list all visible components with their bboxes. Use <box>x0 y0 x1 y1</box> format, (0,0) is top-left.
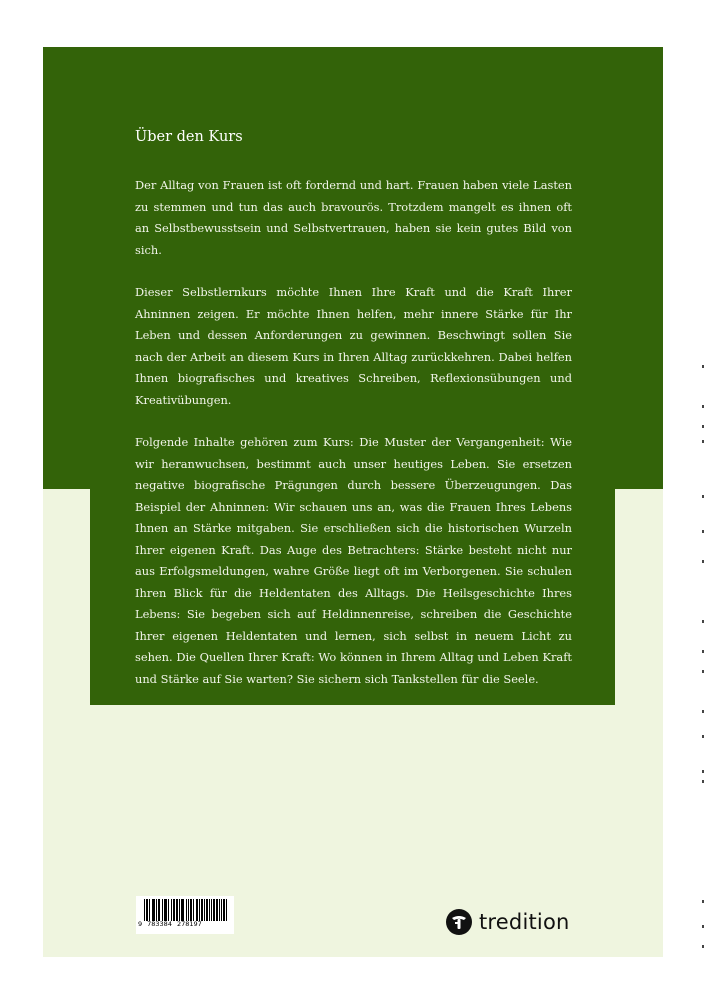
barcode-bar <box>166 899 167 921</box>
spine-mark <box>702 495 704 498</box>
spine-mark <box>702 365 704 368</box>
spine-mark <box>702 925 704 928</box>
spine-edge-marks <box>702 0 707 1000</box>
barcode-digits <box>138 920 232 928</box>
spine-mark <box>702 780 704 783</box>
spine-mark <box>702 530 704 533</box>
barcode-bar <box>214 899 215 921</box>
barcode-bar <box>144 899 145 921</box>
publisher-name: tredition <box>479 910 570 934</box>
tredition-logo-icon <box>446 909 472 935</box>
spine-mark <box>702 650 704 653</box>
spine-mark <box>702 945 704 948</box>
spine-mark <box>702 735 704 738</box>
spine-mark <box>702 620 704 623</box>
section-heading: Über den Kurs <box>135 129 243 145</box>
barcode-bar <box>174 899 175 921</box>
barcode-group-left: 783384 <box>147 920 172 928</box>
barcode-bar <box>197 899 198 921</box>
barcode-bar <box>186 899 187 921</box>
barcode-bar <box>162 899 163 921</box>
paragraph-intro: Der Alltag von Frauen ist oft fordernd und hart. Frauen haben viele Lasten zu stemmen und tun das auch bravourös. Trotzdem mangelt es ihnen oft an Selbstbewusstsein und Selbstvertrauen, haben sie kein gutes Bild von sich. <box>135 178 572 257</box>
isbn-barcode <box>136 896 234 934</box>
barcode-bar <box>219 899 220 921</box>
barcode-bar <box>226 899 227 921</box>
barcode-bar <box>193 899 194 921</box>
barcode-bar <box>188 899 189 921</box>
barcode-bar <box>156 899 157 921</box>
spine-mark <box>702 425 704 428</box>
barcode-bar <box>171 899 172 921</box>
paragraph-course-contents: Folgende Inhalte gehören zum Kurs: Die Muster der Vergangenheit: Wie wir heranwuchsen, bestimmt auch unser heutiges Leben. Sie ersetzen negative biografische Prägungen durch bessere Überzeugungen. Das Beispiel der Ahninnen: Wir schauen uns an, was die Frauen Ihres Lebens Ihnen an Stärke mitgaben. Sie erschließen sich die historischen Wurzeln Ihrer eigenen Kraft. Das Auge des Betrachters: Stärke besteht nicht nur aus Erfolgsmeldungen, wahre Größe liegt oft im Verborgenen. Sie schulen Ihren Blick für die Heldentaten des Alltags. Die Heilsgeschichte Ihres Lebens: Sie begeben sich auf Heldinnenreise, schreiben die Geschichte Ihrer eigenen Heldentaten und lernen, sich selbst in neuem Licht zu sehen. Die Quellen Ihrer Kraft: Wo können in Ihrem Alltag und Leben Kraft und Stärke auf Sie warten? Sie sichern sich Tankstellen für die Seele. <box>135 435 572 686</box>
barcode-bar <box>159 899 160 921</box>
barcode-bar <box>202 899 203 921</box>
barcode-bar <box>149 899 150 921</box>
course-description <box>135 129 572 711</box>
barcode-group-right: 278197 <box>176 920 202 928</box>
publisher-logo <box>446 909 570 935</box>
spine-mark <box>702 670 704 673</box>
barcode-bar <box>224 899 225 921</box>
barcode-bar <box>199 899 200 921</box>
spine-mark <box>702 440 704 443</box>
paragraph-course-goal: Dieser Selbstlernkurs möchte Ihnen Ihre Kraft und die Kraft Ihrer Ahninnen zeigen. Er möchte Ihnen helfen, mehr innere Stärke für Ihr Leben und dessen Anforderungen zu gewinnen. Beschwingt sollen Sie nach der Arbeit an diesem Kurs in Ihren Alltag zurückkehren. Dabei helfen Ihnen biografisches und kreatives Schreiben, Reflexionsübungen und Kreativübungen. <box>135 285 572 407</box>
spine-mark <box>702 770 704 773</box>
spine-mark <box>702 900 704 903</box>
barcode-bars <box>144 899 228 921</box>
spine-mark <box>702 405 704 408</box>
barcode-bar <box>154 899 155 921</box>
barcode-bar <box>147 899 148 921</box>
barcode-bar <box>204 899 205 921</box>
barcode-bar <box>207 899 208 921</box>
barcode-bar <box>217 899 218 921</box>
spine-mark <box>702 560 704 563</box>
barcode-bar <box>177 899 178 921</box>
spine-mark <box>702 710 704 713</box>
barcode-bar <box>168 899 169 921</box>
barcode-bar <box>211 899 212 921</box>
barcode-bar <box>221 899 222 921</box>
barcode-digit-lead: 9 <box>138 920 143 928</box>
barcode-bar <box>179 899 180 921</box>
barcode-bar <box>183 899 184 921</box>
barcode-bar <box>209 899 210 921</box>
barcode-bar <box>191 899 192 921</box>
book-back-cover <box>43 47 663 957</box>
